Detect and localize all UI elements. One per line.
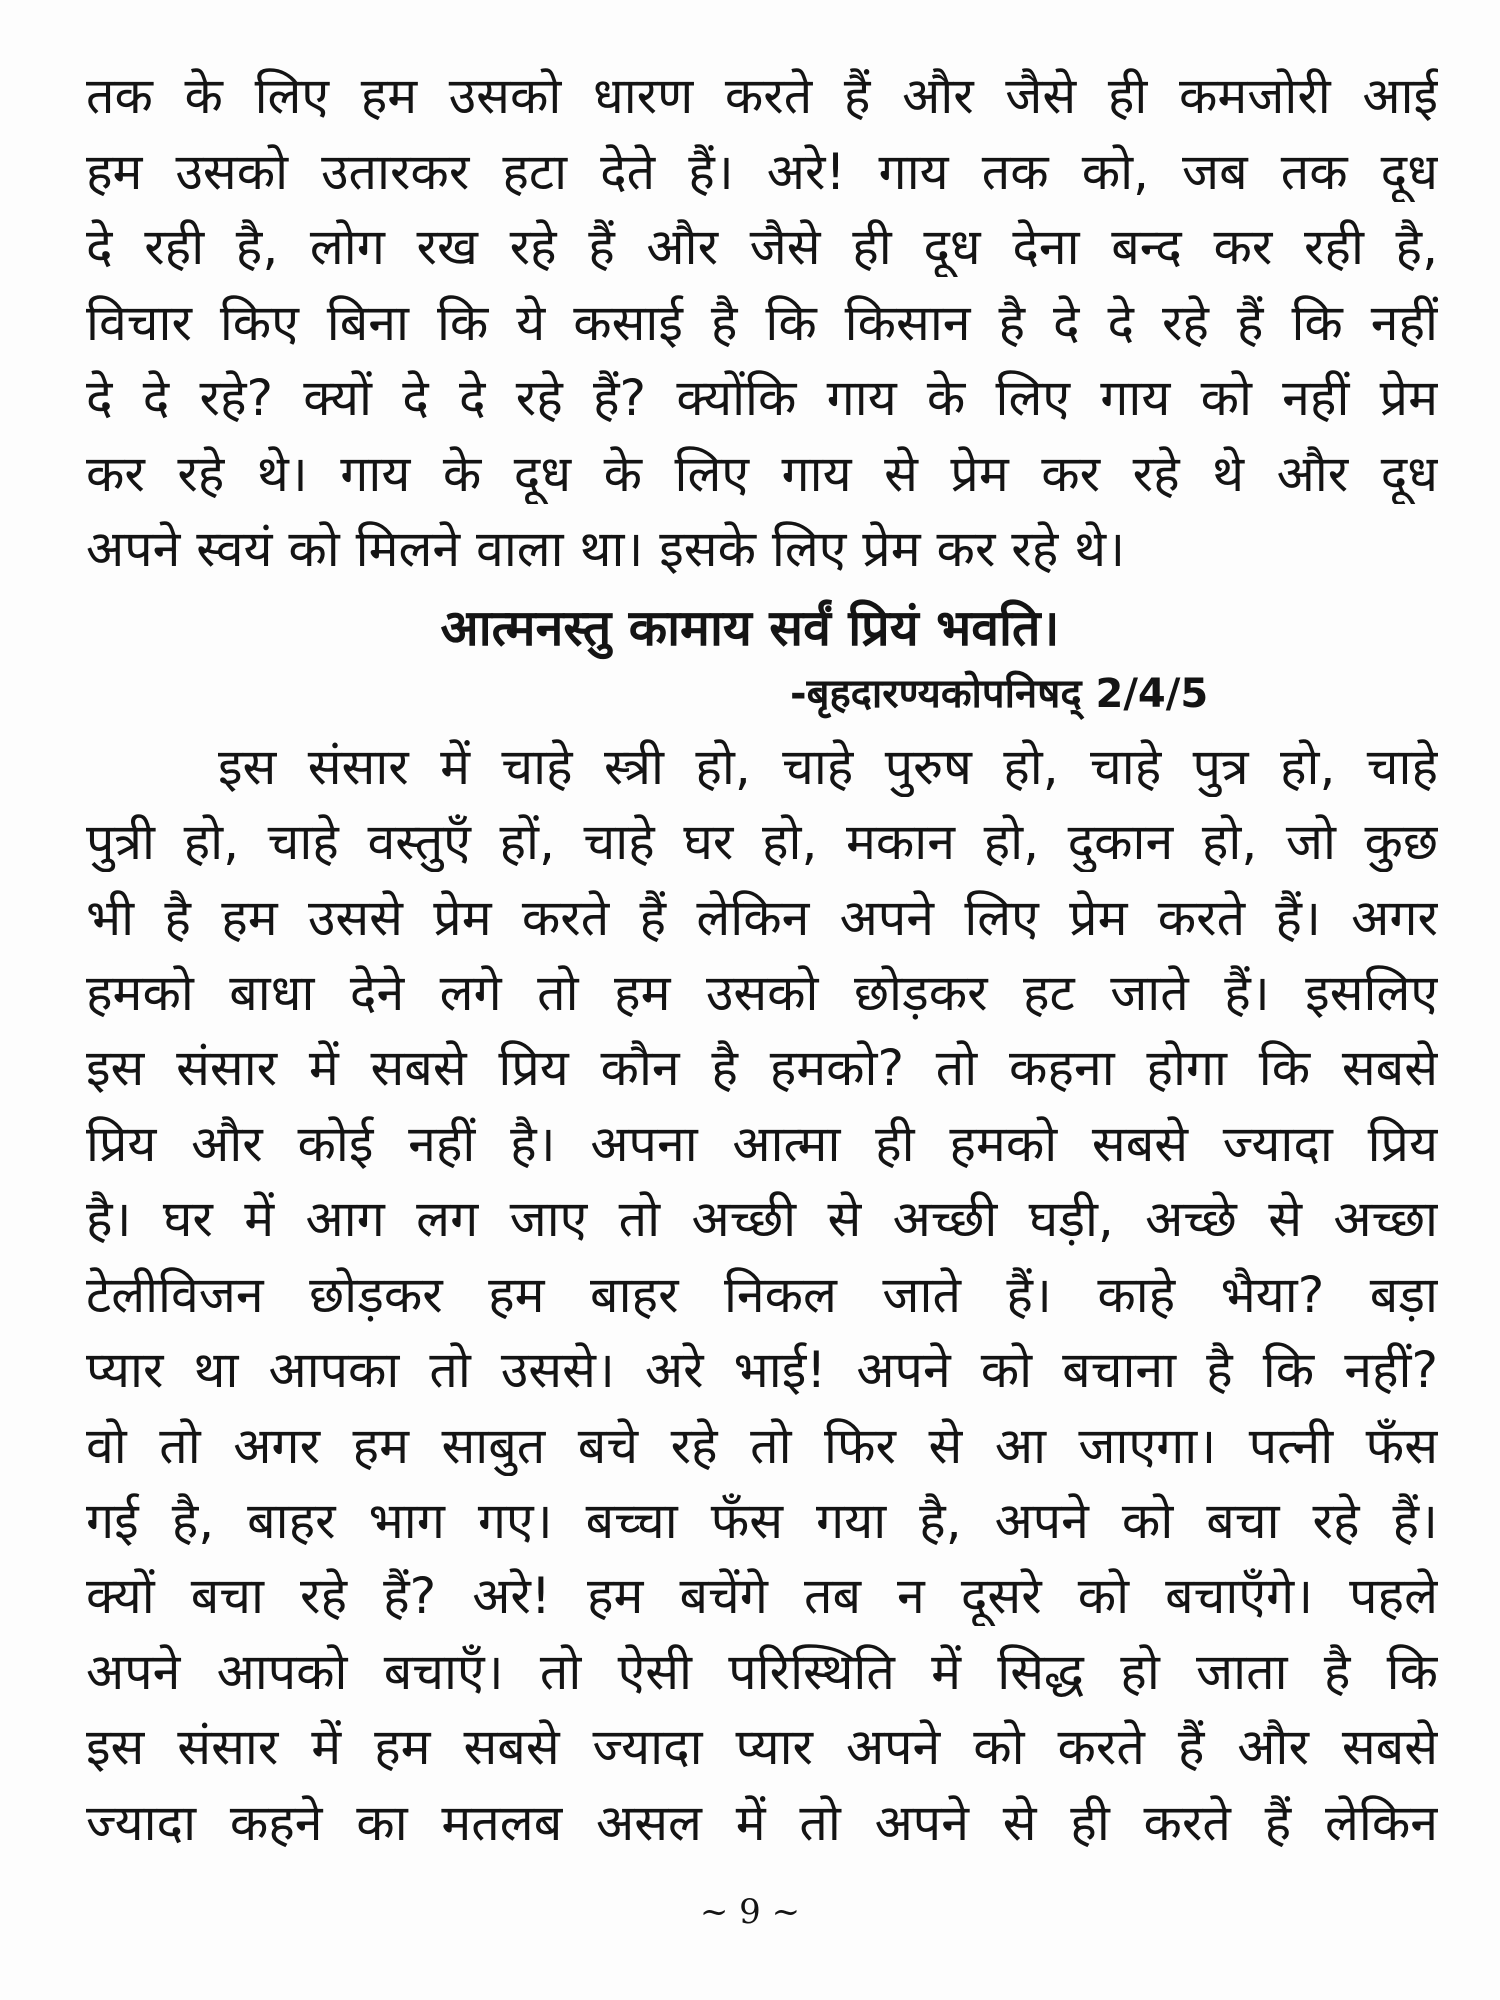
- text-line: विचार किए बिना कि ये कसाई है कि किसान है दे दे रहे हैं कि नहीं: [86, 294, 1438, 352]
- text-line: गई है, बाहर भाग गए। बच्चा फँस गया है, अपने को बचा रहे हैं।: [86, 1492, 1438, 1550]
- text-line: प्यार था आपका तो उससे। अरे भाई! अपने को बचाना है कि नहीं?: [86, 1341, 1438, 1399]
- text-line: इस संसार में सबसे प्रिय कौन है हमको? तो कहना होगा कि सबसे: [86, 1039, 1438, 1097]
- text-line: हम उसको उतारकर हटा देते हैं। अरे! गाय तक को, जब तक दूध: [86, 143, 1438, 201]
- text-line: क्यों बचा रहे हैं? अरे! हम बचेंगे तब न दूसरे को बचाएँगे। पहले: [86, 1567, 1438, 1625]
- text-line: हमको बाधा देने लगे तो हम उसको छोड़कर हट जाते हैं। इसलिए: [86, 964, 1438, 1022]
- text-line: दे रही है, लोग रख रहे हैं और जैसे ही दूध देना बन्द कर रही है,: [86, 218, 1438, 276]
- text-line: वो तो अगर हम साबुत बचे रहे तो फिर से आ जाएगा। पत्नी फँस: [86, 1417, 1438, 1475]
- sanskrit-quote: आत्मनस्तु कामाय सर्वं प्रियं भवति।: [440, 599, 1060, 657]
- text-line: दे दे रहे? क्यों दे दे रहे हैं? क्योंकि गाय के लिए गाय को नहीं प्रेम: [86, 369, 1438, 427]
- text-line: अपने स्वयं को मिलने वाला था। इसके लिए प्रेम कर रहे थे।: [86, 520, 1126, 578]
- text-line: है। घर में आग लग जाए तो अच्छी से अच्छी घड़ी, अच्छे से अच्छा: [86, 1190, 1438, 1248]
- text-line: इस संसार में हम सबसे ज्यादा प्यार अपने को करते हैं और सबसे: [86, 1718, 1438, 1776]
- text-line: तक के लिए हम उसको धारण करते हैं और जैसे ही कमजोरी आई: [86, 67, 1438, 125]
- page-number: ~ 9 ~: [699, 1892, 801, 1932]
- text-line: टेलीविजन छोड़कर हम बाहर निकल जाते हैं। काहे भैया? बड़ा: [86, 1266, 1438, 1324]
- text-line: अपने आपको बचाएँ। तो ऐसी परिस्थिति में सिद्ध हो जाता है कि: [86, 1643, 1438, 1701]
- text-line: इस संसार में चाहे स्त्री हो, चाहे पुरुष हो, चाहे पुत्र हो, चाहे: [218, 738, 1438, 796]
- text-line: प्रिय और कोई नहीं है। अपना आत्मा ही हमको सबसे ज्यादा प्रिय: [86, 1115, 1438, 1173]
- quote-source: -बृहदारण्यकोपनिषद् 2/4/5: [790, 671, 1209, 717]
- text-line: ज्यादा कहने का मतलब असल में तो अपने से ही करते हैं लेकिन: [86, 1794, 1438, 1852]
- text-line: पुत्री हो, चाहे वस्तुएँ हों, चाहे घर हो, मकान हो, दुकान हो, जो कुछ: [86, 813, 1438, 871]
- text-line: भी है हम उससे प्रेम करते हैं लेकिन अपने लिए प्रेम करते हैं। अगर: [86, 889, 1438, 947]
- text-line: कर रहे थे। गाय के दूध के लिए गाय से प्रेम कर रहे थे और दूध: [86, 445, 1438, 503]
